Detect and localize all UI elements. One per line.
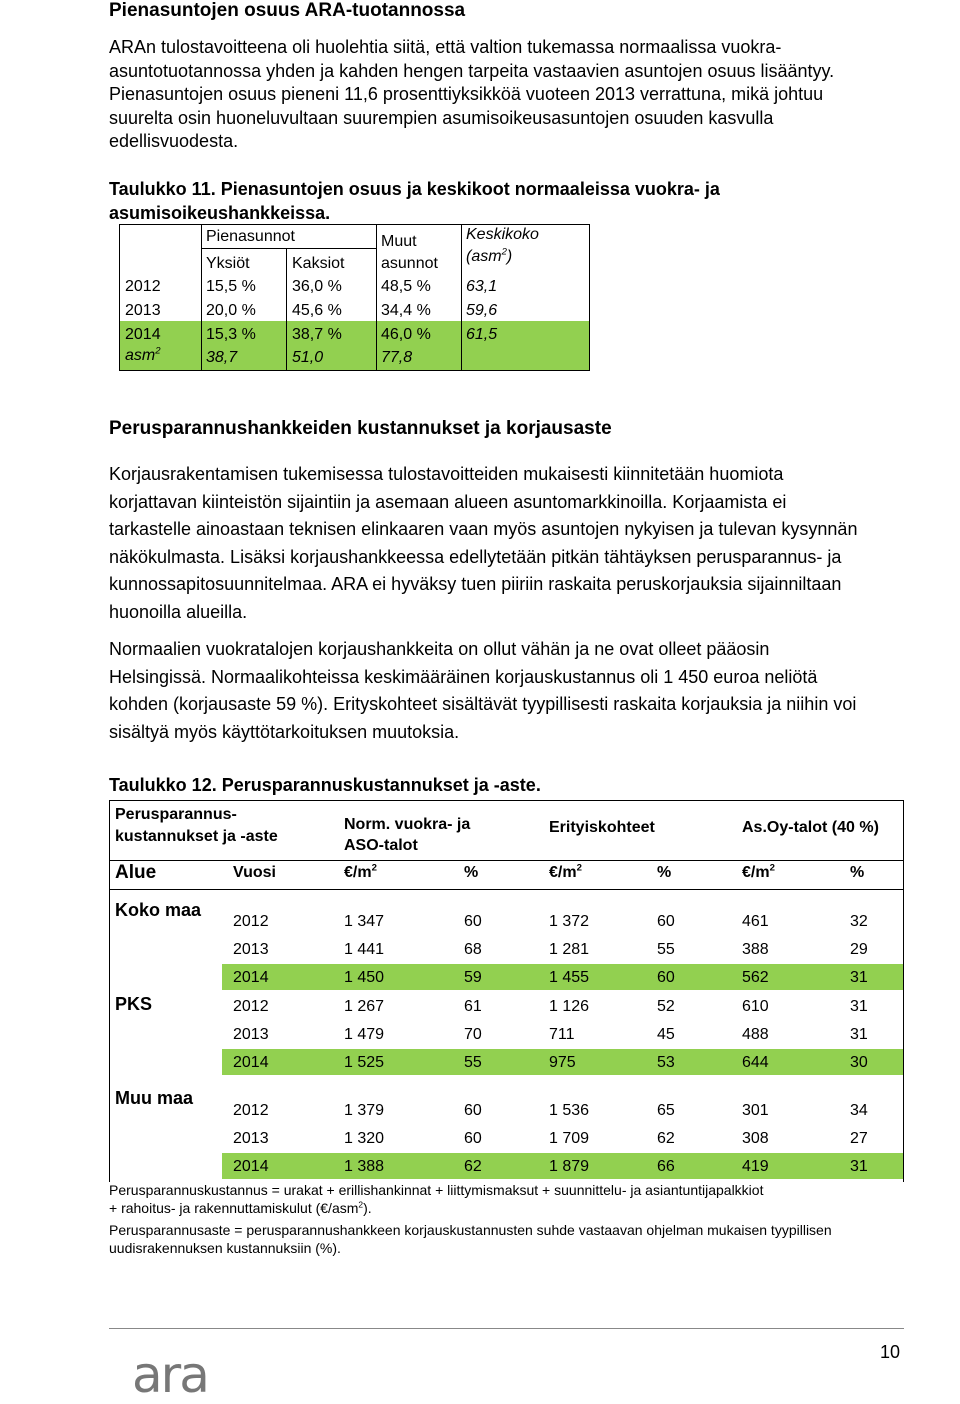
- cell-asm-muut: 77,8: [381, 349, 413, 366]
- cell-keskikoko: 63,1: [466, 278, 498, 295]
- cell-norm-eur: 1 379: [344, 1102, 385, 1119]
- section-title: Perusparannushankkeiden kustannukset ja korjausaste: [109, 418, 612, 439]
- cell-year: 2012: [233, 1102, 269, 1119]
- cell-erityis-pct: 55: [657, 941, 675, 958]
- cell-norm-pct: 62: [464, 1158, 482, 1175]
- head-norm: Norm. vuokra- ja: [344, 816, 471, 833]
- col-keskikoko: Keskikoko: [466, 226, 539, 243]
- head-norm-2: ASO-talot: [344, 837, 418, 854]
- row-year: 2012: [125, 278, 161, 295]
- cell-erityis-pct: 62: [657, 1130, 675, 1147]
- highlight-row: [120, 321, 589, 370]
- area-label: Koko maa: [115, 900, 202, 920]
- cell-asoy-eur: 388: [742, 941, 769, 958]
- cell-erityis-eur: 1 536: [549, 1102, 590, 1119]
- sub-eur: $€/m^2$: [549, 862, 582, 881]
- table-line: [286, 248, 287, 370]
- row-year: 2013: [125, 302, 161, 319]
- cell-erityis-eur: 1 709: [549, 1130, 590, 1147]
- cell-erityis-eur: 1 372: [549, 913, 590, 930]
- head-asoy: As.Oy-talot (40 %): [742, 819, 879, 836]
- row-year: 2014: [125, 326, 161, 343]
- cell-year: 2012: [233, 998, 269, 1015]
- table-line: [461, 225, 462, 370]
- table-line: [201, 248, 376, 249]
- cell-norm-eur: 1 347: [344, 913, 385, 930]
- cell-year: 2014: [233, 969, 269, 986]
- cell-asoy-pct: 31: [850, 969, 868, 986]
- cell-asoy-pct: 31: [850, 998, 868, 1015]
- sub-eur: $€/m^2$: [742, 862, 775, 881]
- sub-pct: %: [657, 864, 672, 881]
- cell-erityis-pct: 45: [657, 1026, 675, 1043]
- cost-table: [109, 800, 904, 1182]
- section-paragraph: Normaalien vuokratalojen korjaushankkeita on ollut vähän ja ne ovat olleet pääosin Helsingissä. Normaalikohteissa keskimääräinen korjauskustannus oli 1 450 euroa neliötä kohden (korjausaste 59 %). Erityskohteet sisältävät tyypillisesti raskaita korjauksia ja niihin voi sisältyä myös käyttötarkoituksen muutoksia.: [109, 639, 857, 742]
- table-line: [109, 889, 904, 890]
- col-muut-2: asunnot: [381, 255, 438, 272]
- share-table: [119, 224, 590, 371]
- table-frame: [109, 800, 904, 1182]
- table-line: [201, 225, 202, 370]
- head-main: Perusparannus-: [115, 806, 237, 823]
- table-caption: Taulukko 12. Perusparannuskustannukset ja -aste.: [109, 775, 541, 795]
- sub-alue: Alue: [115, 862, 157, 883]
- cell-asoy-eur: 308: [742, 1130, 769, 1147]
- cell-kaksiot: 45,6 %: [292, 302, 342, 319]
- cell-year: 2014: [233, 1054, 269, 1071]
- cell-asoy-eur: 488: [742, 1026, 769, 1043]
- cell-norm-pct: 60: [464, 1130, 482, 1147]
- cell-norm-pct: 70: [464, 1026, 482, 1043]
- cell-erityis-eur: 1 281: [549, 941, 590, 958]
- cell-asoy-pct: 31: [850, 1026, 868, 1043]
- head-main-2: kustannukset ja -aste: [115, 828, 278, 845]
- cell-norm-eur: 1 267: [344, 998, 385, 1015]
- col-muut: Muut: [381, 233, 417, 250]
- cell-kaksiot: 36,0 %: [292, 278, 342, 295]
- cell-erityis-eur: 711: [549, 1026, 575, 1043]
- cell-asm-kaksiot: 51,0: [292, 349, 324, 366]
- cell-erityis-pct: 53: [657, 1054, 675, 1071]
- cell-year: 2013: [233, 941, 269, 958]
- footnote: + rahoitus- ja rakennuttamiskulut (€/asm$^2$).: [109, 1199, 372, 1216]
- cell-muut: 34,4 %: [381, 302, 431, 319]
- section-paragraph: ARAn tulostavoitteena oli huolehtia siitä, että valtion tukemassa normaalissa vuokra-asuntotuotannossa yhden ja kahden hengen tarpeita vastaavien asuntojen osuus lisääntyy. Pienasuntojen osuus pieneni 11,6 prosenttiyksikköä vuoteen 2013 verrattuna, mikä johtuu suurelta osin huoneluvultaan suurempien asumisoikeusasuntojen osuuden kasvulla edellisvuodesta.: [109, 37, 835, 151]
- cell-asoy-eur: 610: [742, 998, 769, 1015]
- cell-erityis-eur: 1 126: [549, 998, 590, 1015]
- cell-asoy-pct: 32: [850, 913, 868, 930]
- cell-norm-pct: 55: [464, 1054, 482, 1071]
- ara-logo: ara: [132, 1346, 208, 1404]
- cell-year: 2013: [233, 1130, 269, 1147]
- sub-vuosi: Vuosi: [233, 864, 276, 881]
- cell-asoy-pct: 27: [850, 1130, 868, 1147]
- cell-yksiot: 15,5 %: [206, 278, 256, 295]
- cell-yksiot: 20,0 %: [206, 302, 256, 319]
- cell-keskikoko: 59,6: [466, 302, 498, 319]
- footnote: Perusparannuskustannus = urakat + erillishankinnat + liittymismaksut + suunnittelu- ja asiantuntijapalkkiot: [109, 1182, 764, 1198]
- cell-kaksiot: 38,7 %: [292, 326, 342, 343]
- cell-year: 2012: [233, 913, 269, 930]
- table-line: [376, 225, 377, 370]
- cell-muut: 48,5 %: [381, 278, 431, 295]
- cell-year: 2013: [233, 1026, 269, 1043]
- cell-asoy-eur: 461: [742, 913, 769, 930]
- cell-erityis-eur: 1 455: [549, 969, 590, 986]
- cell-asoy-pct: 30: [850, 1054, 868, 1071]
- cell-erityis-pct: 66: [657, 1158, 675, 1175]
- section-title: Pienasuntojen osuus ARA-tuotannossa: [109, 0, 466, 21]
- sub-pct: %: [850, 864, 865, 881]
- page-number: 10: [880, 1342, 901, 1362]
- cell-asoy-pct: 31: [850, 1158, 868, 1175]
- cell-norm-pct: 60: [464, 913, 482, 930]
- cell-erityis-pct: 65: [657, 1102, 675, 1119]
- area-label: PKS: [115, 994, 153, 1014]
- area-label: Muu maa: [115, 1088, 194, 1108]
- cell-norm-eur: 1 320: [344, 1130, 385, 1147]
- cell-norm-eur: 1 388: [344, 1158, 385, 1175]
- head-erityis: Erityiskohteet: [549, 819, 655, 836]
- col-kaksiot: Kaksiot: [292, 255, 345, 272]
- cell-erityis-eur: 975: [549, 1054, 576, 1071]
- cell-asoy-pct: 29: [850, 941, 868, 958]
- cell-norm-eur: 1 450: [344, 969, 385, 986]
- cell-norm-pct: 60: [464, 1102, 482, 1119]
- sub-eur: $€/m^2$: [344, 862, 377, 881]
- col-yksiot: Yksiöt: [206, 255, 250, 272]
- cell-erityis-pct: 52: [657, 998, 675, 1015]
- table-line: [109, 860, 904, 861]
- footnote: Perusparannusaste = perusparannushankkeen korjauskustannusten suhde vastaavan ohjelman mukaisen tyypillisen uudisrakennuksen kustannuksiin (%).: [109, 1222, 832, 1256]
- cell-asoy-eur: 419: [742, 1158, 769, 1175]
- cell-asoy-pct: 34: [850, 1102, 868, 1119]
- cell-year: 2014: [233, 1158, 269, 1175]
- cell-erityis-pct: 60: [657, 969, 675, 986]
- cell-norm-eur: 1 525: [344, 1054, 385, 1071]
- footer-divider: [109, 1328, 904, 1329]
- cell-asm-yksiot: 38,7: [206, 349, 238, 366]
- cell-asoy-eur: 301: [742, 1102, 769, 1119]
- section-paragraph: Korjausrakentamisen tukemisessa tulostavoitteiden mukaisesti kiinnitetään huomiota korjattavan kiinteistön sijaintiin ja asemaan alueen asuntomarkkinoilla. Korjaamista ei tarkastelle ainoastaan teknisen elinkaaren vaan myös asuntojen nykyisen ja tulevan kysynnän näkökulmasta. Lisäksi korjaushankkeessa edellytetään pitkän tähtäyksen perusparannus- ja kunnossapitosuunnitelmaa. ARA ei hyväksy tuen piiriin raskaita peruskorjauksia sijainniltaan huonoilla alueilla.: [109, 464, 858, 622]
- table-caption: Taulukko 11. Pienasuntojen osuus ja keskikoot normaaleissa vuokra- ja asumisoikeushankkeissa.: [109, 179, 720, 223]
- cell-erityis-pct: 60: [657, 913, 675, 930]
- sub-pct: %: [464, 864, 479, 881]
- cell-norm-pct: 59: [464, 969, 482, 986]
- cell-keskikoko: 61,5: [466, 326, 498, 343]
- cell-norm-eur: 1 441: [344, 941, 385, 958]
- cell-asoy-eur: 644: [742, 1054, 769, 1071]
- cell-erityis-eur: 1 879: [549, 1158, 590, 1175]
- cell-muut: 46,0 %: [381, 326, 431, 343]
- row-asm: asm$^2$: [125, 345, 161, 364]
- cell-yksiot: 15,3 %: [206, 326, 256, 343]
- cell-norm-pct: 68: [464, 941, 482, 958]
- header-group: Pienasunnot: [206, 228, 295, 245]
- cell-norm-pct: 61: [464, 998, 482, 1015]
- col-keskikoko-unit: (asm$^2$): [466, 246, 513, 265]
- cell-norm-eur: 1 479: [344, 1026, 385, 1043]
- cell-asoy-eur: 562: [742, 969, 769, 986]
